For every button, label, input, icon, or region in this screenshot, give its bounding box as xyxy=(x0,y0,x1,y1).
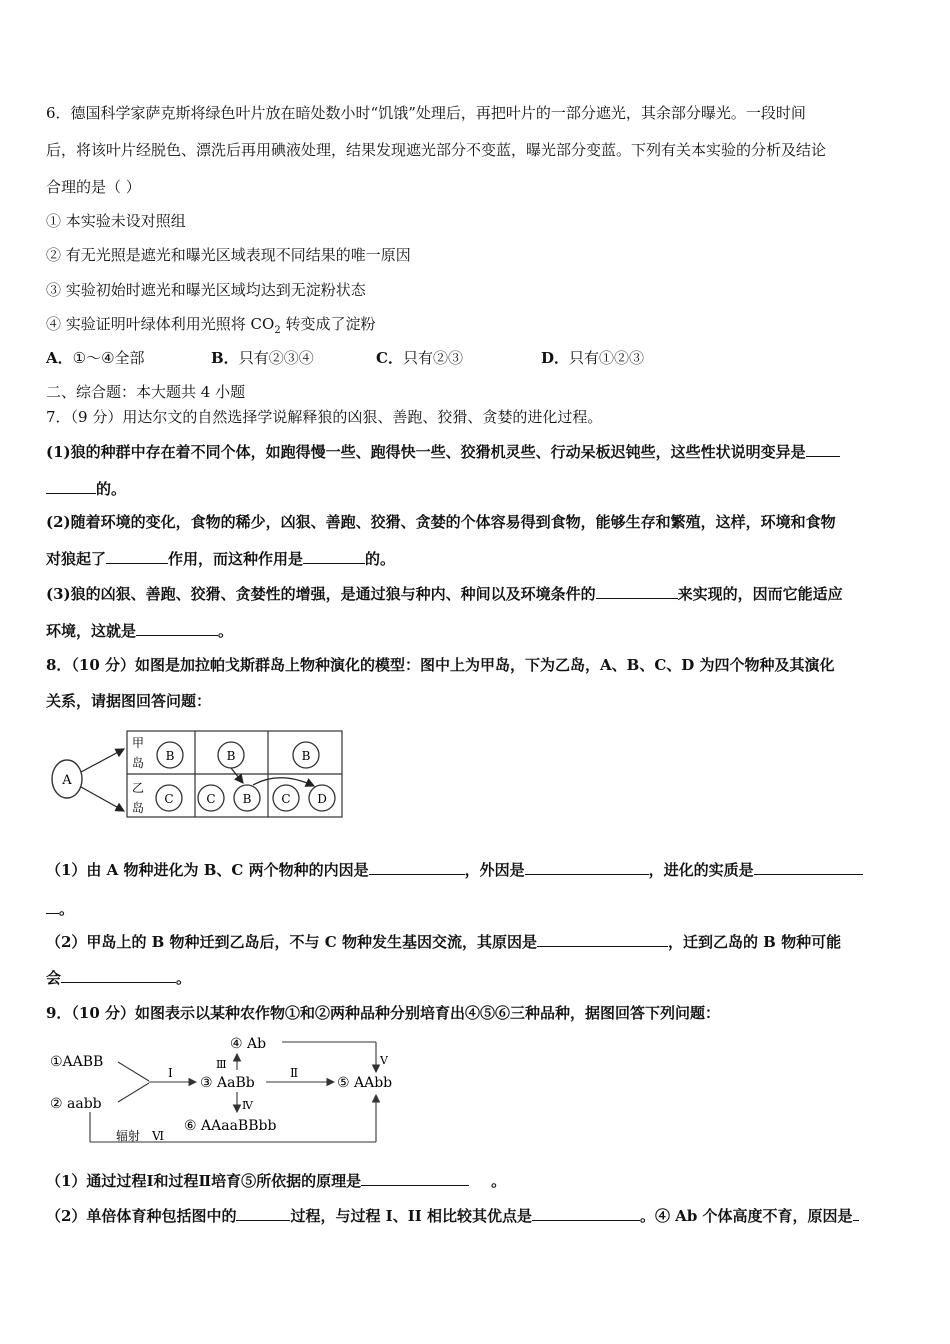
q8-part2-text-b: ，迁到乙岛的 B 物种可能 xyxy=(667,933,842,951)
plant-1-label: ①AABB xyxy=(50,1054,104,1070)
q7-blank-3b[interactable] xyxy=(136,620,218,636)
q7-part3-text-c: 环境，这就是 xyxy=(46,622,137,640)
q8-blank-2a[interactable] xyxy=(537,931,668,947)
q6-statement-4-tail: 转变成了淀粉 xyxy=(280,315,376,333)
process-iv-label: Ⅳ xyxy=(242,1099,253,1112)
species-a-label: A xyxy=(62,773,72,788)
yi-island-char-1: 乙 xyxy=(131,781,145,795)
species-c-label-2: C xyxy=(206,792,216,806)
q8-part1-text-c: ，进化的实质是 xyxy=(648,861,754,879)
q7-stem: 7．（9 分）用达尔文的自然选择学说解释狼的凶狠、善跑、狡猾、贪婪的进化过程。 xyxy=(46,408,603,426)
q7-blank-1a[interactable] xyxy=(806,441,840,457)
q6-option-d-key: D． xyxy=(541,349,570,367)
q7-blank-1b[interactable] xyxy=(46,478,96,494)
q8-part1-text-b: ，外因是 xyxy=(464,861,525,879)
q7-part1-line1 xyxy=(46,441,840,462)
q7-part2-text-b: 作用，而这种作用是 xyxy=(168,550,304,568)
species-d-label: D xyxy=(317,792,327,806)
q9-part1-tail: 。 xyxy=(491,1172,507,1190)
q6-statement-3: ③ 实验初始时遮光和曝光区域均达到无淀粉状态 xyxy=(46,281,366,299)
plant-5-label: ⑤ AAbb xyxy=(337,1075,393,1091)
q6-option-c-key: C． xyxy=(376,349,403,367)
q7-part3-line2 xyxy=(46,620,233,641)
q7-blank-3a[interactable] xyxy=(596,583,678,599)
plant-3-label: ③ AaBb xyxy=(200,1075,255,1091)
line-1-to-cross xyxy=(118,1062,149,1081)
q7-part2-line2 xyxy=(46,548,395,569)
q8-blank-1a[interactable] xyxy=(369,859,465,875)
q7-blank-2a[interactable] xyxy=(106,548,168,564)
q9-part2-text-c: 。④ Ab 个体高度不育，原因是 xyxy=(639,1207,853,1225)
process-i-label: Ⅰ xyxy=(168,1066,173,1080)
q7-part1-tail: 的。 xyxy=(96,480,127,498)
plant-4-label: ④ Ab xyxy=(230,1036,267,1052)
q6-option-a-key: A． xyxy=(46,349,73,367)
arrow-b-migrate xyxy=(231,768,243,783)
q9-stem: 9．（10 分）如图表示以某种农作物①和②两种品种分别培育出④⑤⑥三种品种，据图回答下列问题： xyxy=(46,1004,721,1022)
q8-part2-line1 xyxy=(46,931,841,952)
q6-option-b[interactable] xyxy=(211,348,376,368)
q8-stem-line1: 8．（10 分）如图是加拉帕戈斯群岛上物种演化的模型：图中上为甲岛，下为乙岛，A、B、C、D 为四个物种及其演化 xyxy=(46,656,835,674)
species-c-label-1: C xyxy=(164,792,174,806)
q6-option-a-text: ①～④全部 xyxy=(72,349,145,367)
q6-option-b-text: 只有②③④ xyxy=(238,349,314,367)
arrow-a-to-yi xyxy=(81,787,124,811)
q7-part3-text-b: 来实现的，因而它能适应 xyxy=(677,585,843,603)
q6-options xyxy=(46,348,644,368)
process-ii-label: Ⅱ xyxy=(290,1066,299,1080)
q9-blank-1[interactable] xyxy=(361,1170,469,1186)
q7-part1-line2 xyxy=(46,478,126,499)
q7-part2-text-c: 的。 xyxy=(365,550,396,568)
q8-blank-1b[interactable] xyxy=(525,859,649,875)
q9-part2-text-b: 过程，与过程 I、II 相比较其优点是 xyxy=(290,1207,532,1225)
q7-part3-text-d: 。 xyxy=(218,622,234,640)
q6-stem-line3: 合理的是（ ） xyxy=(46,178,141,196)
q6-option-b-key: B． xyxy=(211,349,239,367)
species-b-label-4: B xyxy=(301,749,311,763)
q6-option-c-text: 只有②③ xyxy=(402,349,463,367)
q6-statement-2: ② 有无光照是遮光和曝光区域表现不同结果的唯一原因 xyxy=(46,246,411,264)
q6-option-d-text: 只有①②③ xyxy=(569,349,645,367)
process-v-label: Ⅴ xyxy=(380,1054,388,1067)
jia-island-char-2: 岛 xyxy=(131,756,145,770)
q8-part2-text-a: （2）甲岛上的 B 物种迁到乙岛后，不与 C 物种发生基因交流，其原因是 xyxy=(46,933,537,951)
line-2-to-cross xyxy=(118,1083,149,1102)
q7-blank-2b[interactable] xyxy=(303,548,365,564)
q8-stem-line2: 关系，请据图回答问题： xyxy=(46,692,212,710)
q9-breeding-diagram xyxy=(44,1030,404,1150)
q9-part1 xyxy=(46,1170,506,1191)
q6-statement-1: ① 本实验未设对照组 xyxy=(46,212,186,230)
q6-statement-4-sub: 2 xyxy=(274,325,281,336)
q7-part3-text-a: (3)狼的凶狠、善跑、狡猾、贪婪性的增强，是通过狼与种内、种间以及环境条件的 xyxy=(46,585,596,603)
q7-part3-line1 xyxy=(46,583,843,604)
q6-stem-line1: 6．德国科学家萨克斯将绿色叶片放在暗处数小时“饥饿”处理后，再把叶片的一部分遮光，其余部分曝光。一段时间 xyxy=(46,104,806,122)
plant-6-label: ⑥ AAaaBBbb xyxy=(184,1118,277,1134)
q6-option-c[interactable] xyxy=(376,348,541,368)
species-b-label-1: B xyxy=(165,749,175,763)
q8-blank-1c[interactable] xyxy=(754,859,863,875)
q7-part2-line1: (2)随着环境的变化，食物的稀少，凶狠、善跑、狡猾、贪婪的个体容易得到食物，能够生存和繁殖，这样，环境和食物 xyxy=(46,513,836,531)
q8-part2-text-d: 。 xyxy=(176,969,192,987)
q8-part1-text-d: 。 xyxy=(59,900,75,918)
q9-blank-2b[interactable] xyxy=(532,1205,640,1221)
q8-part1-text-a: （1）由 A 物种进化为 B、C 两个物种的内因是 xyxy=(46,861,369,879)
q8-island-diagram xyxy=(48,728,348,820)
species-b-label-3: B xyxy=(242,792,252,806)
q9-blank-2a[interactable] xyxy=(236,1205,290,1221)
jia-island-char-1: 甲 xyxy=(131,736,145,750)
q8-blank-1d[interactable] xyxy=(46,898,59,914)
species-c-label-3: C xyxy=(281,792,291,806)
q9-part2 xyxy=(46,1205,859,1226)
section-2-heading: 二、综合题：本大题共 4 小题 xyxy=(46,383,246,401)
process-iii-label: Ⅲ xyxy=(216,1058,227,1071)
q7-part2-text-a: 对狼起了 xyxy=(46,550,107,568)
plant-2-label: ② aabb xyxy=(50,1096,102,1112)
q6-stem-line2: 后，将该叶片经脱色、漂洗后再用碘液处理，结果发现遮光部分不变蓝，曝光部分变蓝。下列有关本实验的分析及结论 xyxy=(46,141,827,159)
q6-statement-4 xyxy=(46,314,375,341)
q9-part2-text-a: （2）单倍体育种包括图中的 xyxy=(46,1207,237,1225)
q9-blank-2c[interactable] xyxy=(853,1205,859,1221)
q8-blank-2b[interactable] xyxy=(61,967,176,983)
q6-statement-4-text: ④ 实验证明叶绿体利用光照将 CO xyxy=(46,315,275,333)
yi-island-char-2: 岛 xyxy=(131,801,145,815)
arrow-a-to-jia xyxy=(81,749,124,772)
q9-part1-text: （1）通过过程Ⅰ和过程Ⅱ培育⑤所依据的原理是 xyxy=(46,1172,362,1190)
process-vi-label: 辐射 Ⅵ xyxy=(116,1129,165,1143)
q7-part1-text: (1)狼的种群中存在着不同个体，如跑得慢一些、跑得快一些、狡猾机灵些、行动呆板迟钝些，这些性状说明变异是 xyxy=(46,443,806,461)
q8-part1-line1 xyxy=(46,859,863,880)
q6-option-d[interactable] xyxy=(541,348,644,368)
q6-option-a[interactable] xyxy=(46,348,211,368)
species-b-label-2: B xyxy=(226,749,236,763)
q8-part2-text-c: 会 xyxy=(46,969,62,987)
q8-part2-line2 xyxy=(46,967,191,988)
q8-part1-line2 xyxy=(46,898,74,919)
